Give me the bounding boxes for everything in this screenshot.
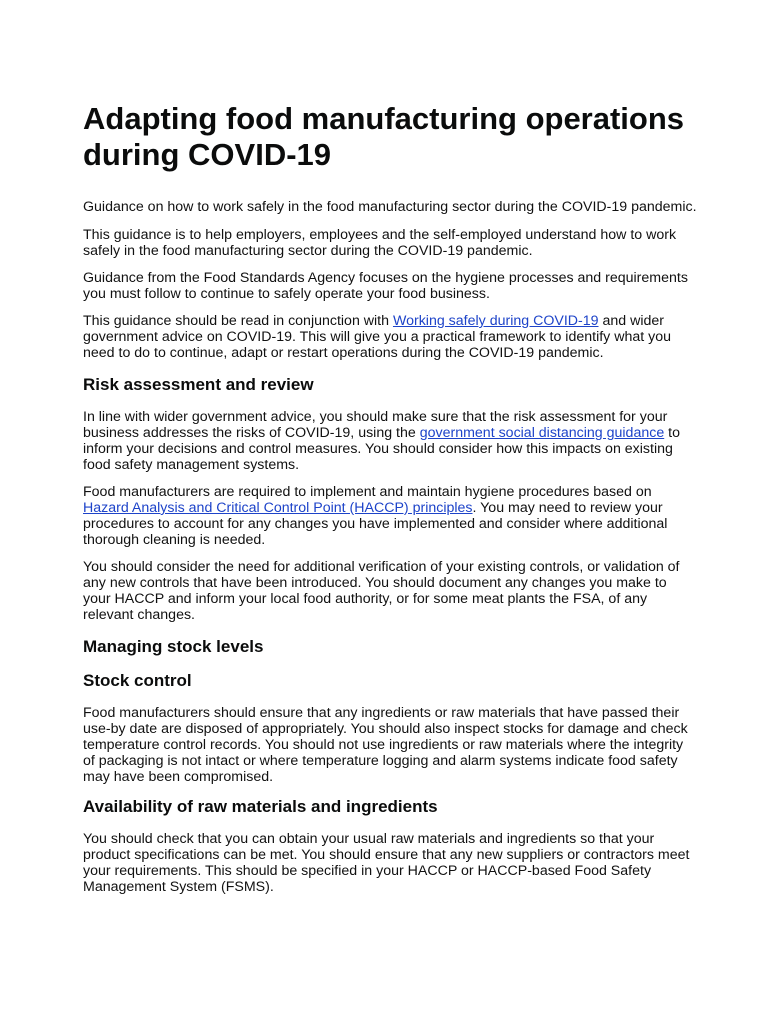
paragraph-text: Food manufacturers are required to implement and maintain hygiene procedures based on — [83, 484, 652, 500]
haccp-principles-link[interactable]: Hazard Analysis and Critical Control Point (HACCP) principles — [83, 500, 473, 516]
social-distancing-guidance-link[interactable]: government social distancing guidance — [419, 425, 665, 441]
paragraph-text: . You may need to review your procedures to account for any changes you have implemented and consider where additional thorough cleaning is needed. — [83, 500, 668, 548]
subheading-availability: Availability of raw materials and ingredients — [83, 797, 438, 816]
page-title: Adapting food manufacturing operations during COVID-19 — [83, 101, 685, 172]
paragraph-stock-control: Food manufacturers should ensure that any ingredients or raw materials that have passed their use-by date are disposed of appropriately. You should also inspect stocks for damage and check temperature control records. You should not use ingredients or raw materials where the integrity of packaging is not intact or where temperature logging and alarm systems indicate food safety may have been compromised. — [83, 705, 688, 785]
paragraph-text: and wider government advice on COVID-19. This will give you a practical framework to identify what you need to do to continue, adapt or restart operations during the COVID-19 pandemic. — [83, 313, 671, 361]
paragraph-fsa-guidance: Guidance from the Food Standards Agency focuses on the hygiene processes and requirements you must follow to continue to safely operate your food business. — [83, 270, 688, 302]
paragraph-text: This guidance should be read in conjunction with — [83, 313, 393, 329]
subheading-stock-control: Stock control — [83, 671, 192, 690]
working-safely-link[interactable]: Working safely during COVID-19 — [392, 313, 599, 329]
intro-summary: Guidance on how to work safely in the food manufacturing sector during the COVID-19 pandemic. — [83, 199, 697, 215]
section-heading-risk: Risk assessment and review — [83, 375, 314, 394]
paragraph-purpose: This guidance is to help employers, employees and the self-employed understand how to work safely in the food manufacturing sector during the COVID-19 pandemic. — [83, 227, 677, 259]
section-heading-stock: Managing stock levels — [83, 637, 264, 656]
paragraph-text: to inform your decisions and control measures. You should consider how this impacts on existing food safety management systems. — [83, 425, 680, 473]
paragraph-haccp — [83, 484, 698, 548]
paragraph-availability: You should check that you can obtain your usual raw materials and ingredients so that your product specifications can be met. You should ensure that any new suppliers or contractors meet your requirements. This should be specified in your HACCP or HACCP-based Food Safety Management System (FSMS). — [83, 831, 690, 895]
paragraph-conjunction — [83, 313, 698, 361]
paragraph-verification: You should consider the need for additional verification of your existing controls, or validation of any new controls that have been introduced. You should document any changes you make to your HACCP and inform your local food authority, or for some meat plants the FSA, of any relevant changes. — [83, 559, 680, 623]
paragraph-risk-assessment — [83, 409, 698, 473]
paragraph-text: In line with wider government advice, you should make sure that the risk assessment for your business addresses the risks of COVID-19, using the — [83, 409, 668, 441]
